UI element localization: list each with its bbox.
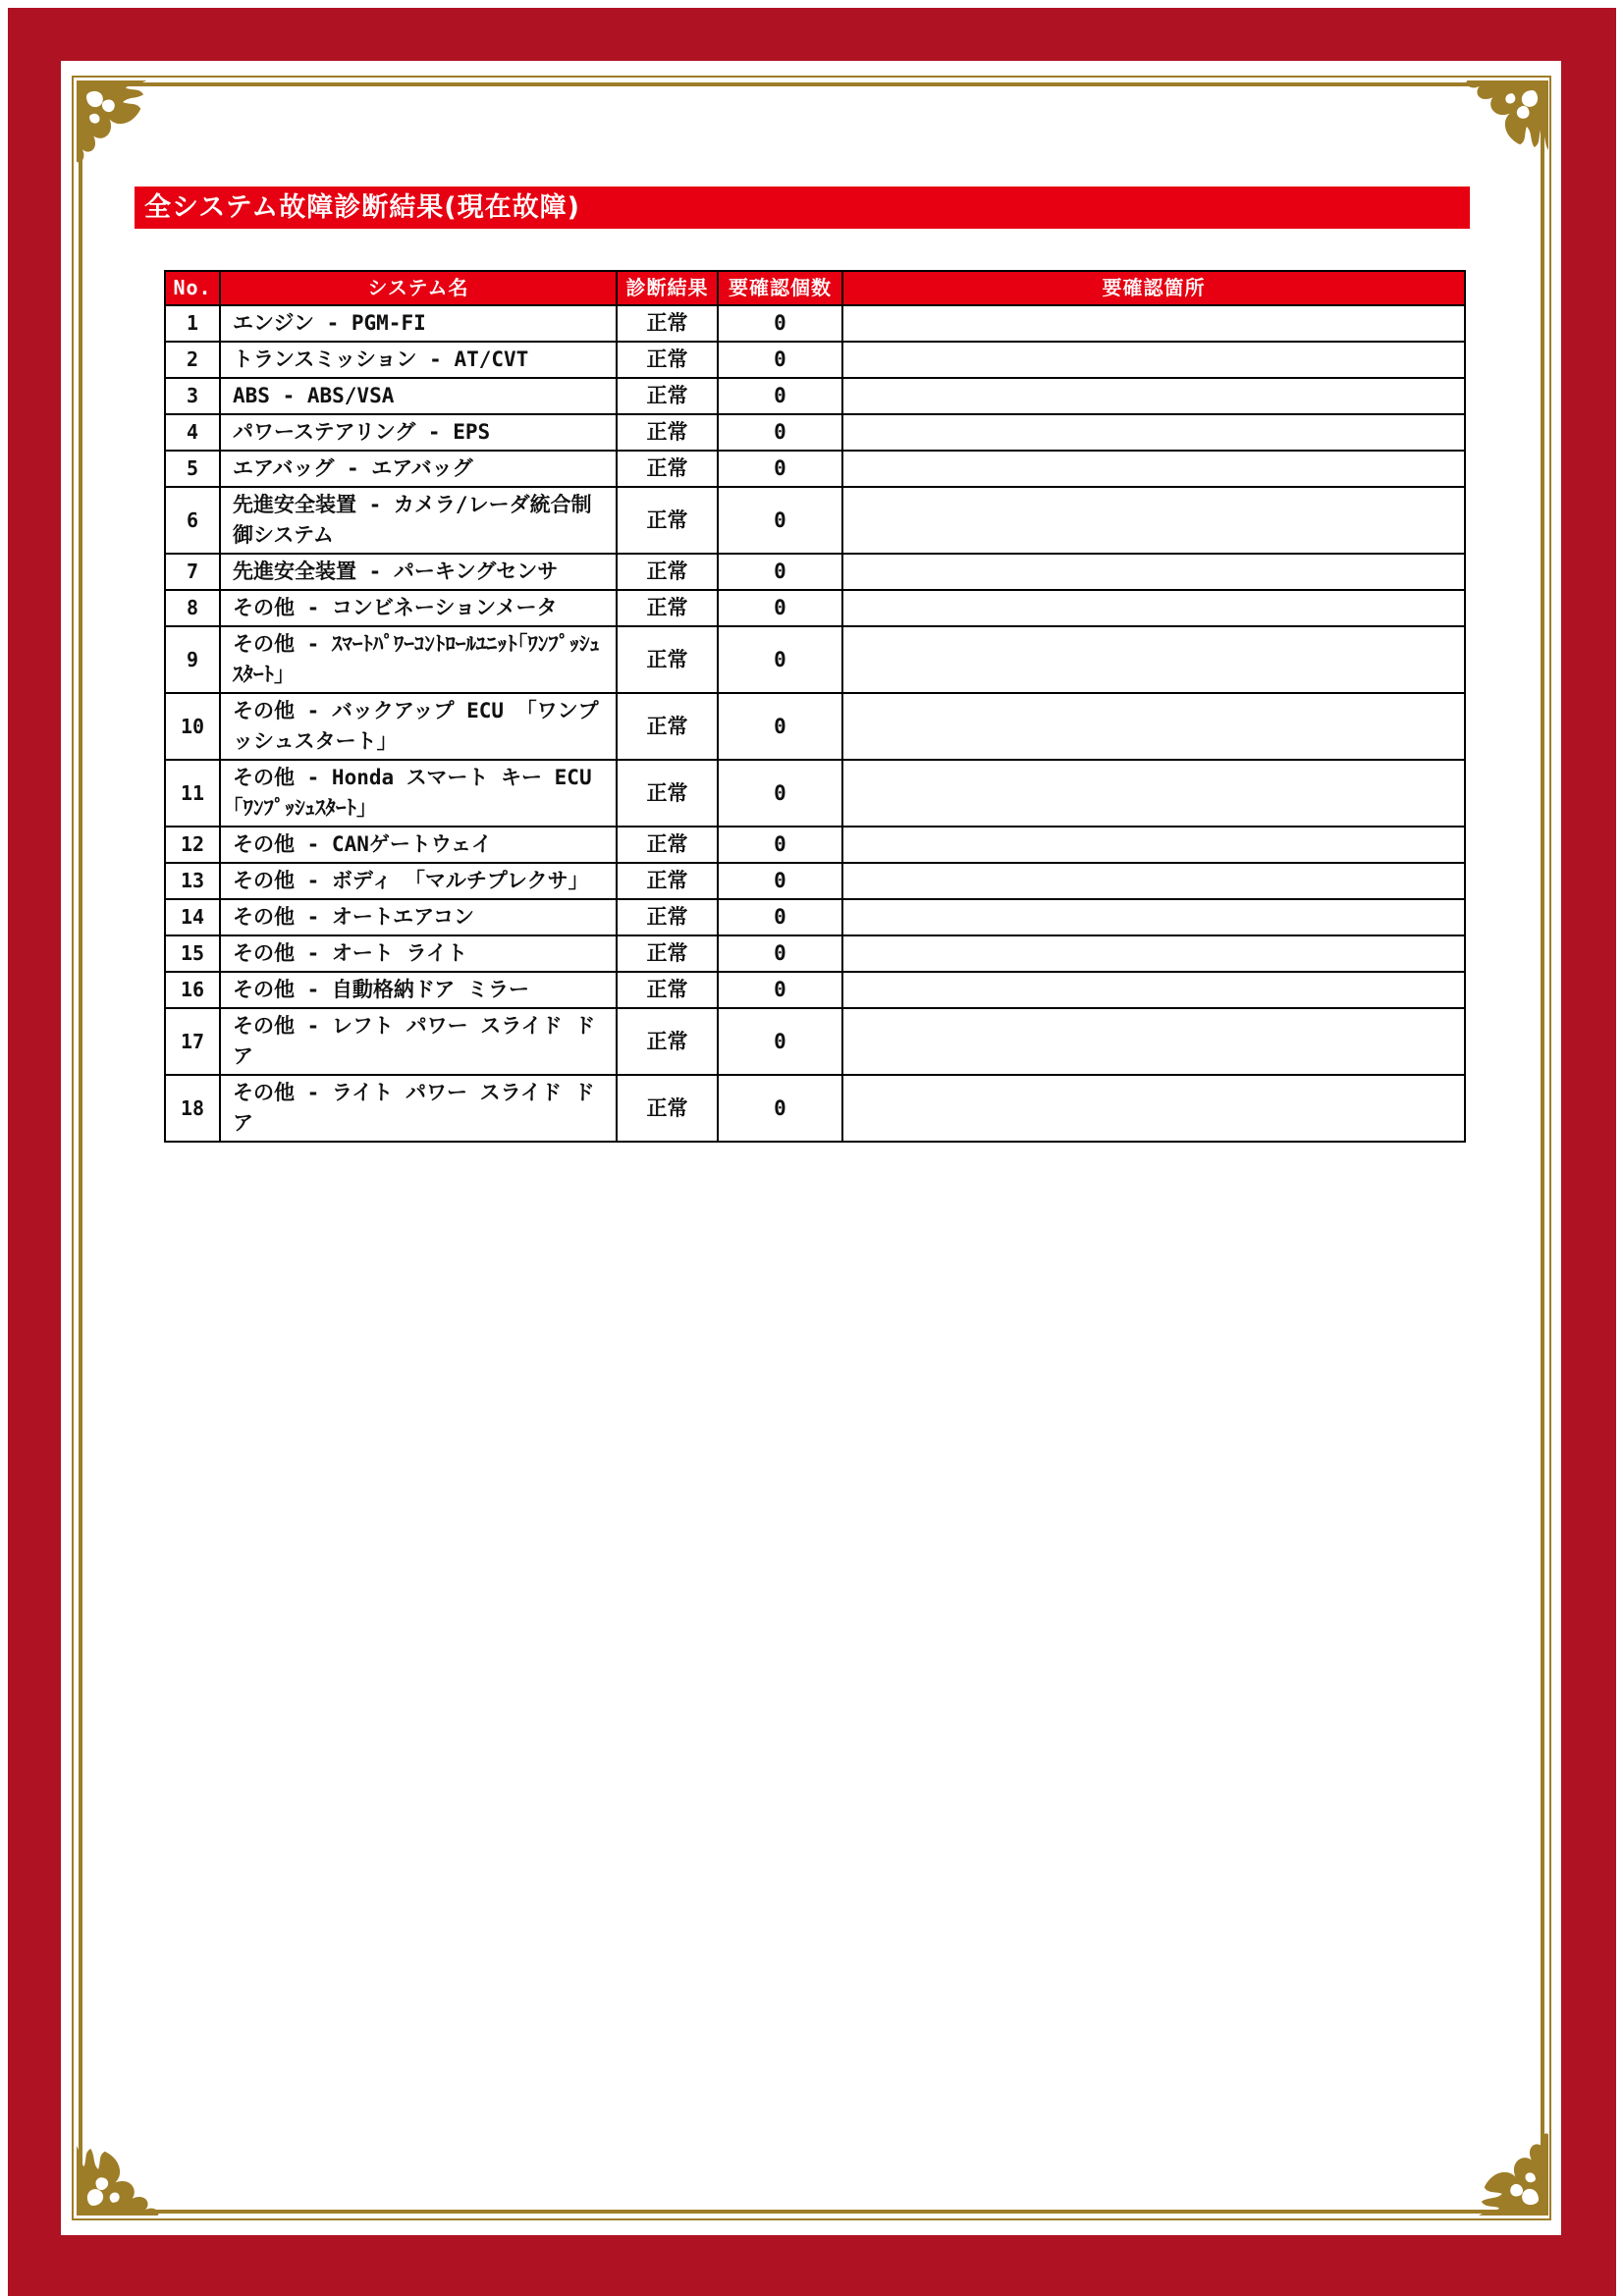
row-no: 4 <box>165 414 220 451</box>
row-no: 6 <box>165 487 220 554</box>
system-name-cell: その他 - コンビネーションメータ <box>220 590 617 626</box>
table-row <box>165 554 1465 590</box>
table-row <box>165 863 1465 899</box>
corner-flourish-icon <box>1454 2121 1548 2216</box>
table-row <box>165 590 1465 626</box>
system-name-cell: 先進安全装置 - カメラ/レーダ統合制御システム <box>220 487 617 554</box>
confirm-location-cell <box>842 1008 1465 1075</box>
row-no: 2 <box>165 342 220 378</box>
confirm-location-cell <box>842 972 1465 1008</box>
diagnosis-result-cell: 正常 <box>617 972 718 1008</box>
confirm-count-cell: 0 <box>718 1008 842 1075</box>
row-no: 9 <box>165 626 220 693</box>
confirm-location-cell <box>842 626 1465 693</box>
confirm-location-cell <box>842 305 1465 342</box>
system-name-cell: その他 - ｽﾏｰﾄﾊﾟﾜｰｺﾝﾄﾛｰﾙﾕﾆｯﾄ｢ﾜﾝﾌﾟｯｼｭｽﾀｰﾄ｣ <box>220 626 617 693</box>
system-name-cell: トランスミッション - AT/CVT <box>220 342 617 378</box>
table-row <box>165 899 1465 935</box>
diagnosis-table <box>164 270 1466 1143</box>
diagnosis-result-cell: 正常 <box>617 935 718 972</box>
system-name-cell: パワーステアリング - EPS <box>220 414 617 451</box>
confirm-count-cell: 0 <box>718 554 842 590</box>
system-name-cell: その他 - レフト パワー スライド ドア <box>220 1008 617 1075</box>
row-no: 18 <box>165 1075 220 1142</box>
corner-flourish-icon <box>1454 80 1548 175</box>
confirm-location-cell <box>842 899 1465 935</box>
row-no: 12 <box>165 827 220 863</box>
confirm-count-cell: 0 <box>718 935 842 972</box>
confirm-count-cell: 0 <box>718 487 842 554</box>
confirm-location-cell <box>842 378 1465 414</box>
corner-flourish-icon <box>77 80 171 175</box>
row-no: 17 <box>165 1008 220 1075</box>
diagnosis-result-cell: 正常 <box>617 378 718 414</box>
confirm-count-cell: 0 <box>718 693 842 760</box>
system-name-cell: その他 - CANゲートウェイ <box>220 827 617 863</box>
confirm-location-cell <box>842 590 1465 626</box>
confirm-location-cell <box>842 554 1465 590</box>
diagnosis-result-cell: 正常 <box>617 554 718 590</box>
row-no: 7 <box>165 554 220 590</box>
confirm-count-cell: 0 <box>718 590 842 626</box>
table-row <box>165 935 1465 972</box>
diagnosis-result-cell: 正常 <box>617 342 718 378</box>
table-row <box>165 305 1465 342</box>
confirm-count-cell: 0 <box>718 626 842 693</box>
page-title: 全システム故障診断結果(現在故障) <box>135 187 1470 229</box>
system-name-cell: その他 - オート ライト <box>220 935 617 972</box>
confirm-count-cell: 0 <box>718 972 842 1008</box>
header-no: No. <box>165 271 220 305</box>
row-no: 1 <box>165 305 220 342</box>
system-name-cell: エンジン - PGM-FI <box>220 305 617 342</box>
confirm-location-cell <box>842 760 1465 827</box>
diagnosis-result-cell: 正常 <box>617 1075 718 1142</box>
diagnosis-result-cell: 正常 <box>617 899 718 935</box>
table-row <box>165 1075 1465 1142</box>
header-confirm-location: 要確認箇所 <box>842 271 1465 305</box>
corner-flourish-icon <box>77 2121 171 2216</box>
diagnosis-result-cell: 正常 <box>617 863 718 899</box>
confirm-location-cell <box>842 414 1465 451</box>
confirm-count-cell: 0 <box>718 1075 842 1142</box>
diagnosis-result-cell: 正常 <box>617 1008 718 1075</box>
table-row <box>165 760 1465 827</box>
diagnosis-result-cell: 正常 <box>617 693 718 760</box>
system-name-cell: 先進安全装置 - パーキングセンサ <box>220 554 617 590</box>
diagnosis-result-cell: 正常 <box>617 487 718 554</box>
diagnosis-result-cell: 正常 <box>617 827 718 863</box>
confirm-count-cell: 0 <box>718 899 842 935</box>
table-row <box>165 378 1465 414</box>
confirm-count-cell: 0 <box>718 863 842 899</box>
confirm-count-cell: 0 <box>718 342 842 378</box>
table-header-row <box>165 271 1465 305</box>
table-row <box>165 972 1465 1008</box>
header-system-name: システム名 <box>220 271 617 305</box>
system-name-cell: その他 - Honda スマート キー ECU｢ﾜﾝﾌﾟｯｼｭｽﾀｰﾄ｣ <box>220 760 617 827</box>
row-no: 14 <box>165 899 220 935</box>
confirm-location-cell <box>842 935 1465 972</box>
system-name-cell: その他 - バックアップ ECU 「ワンプッシュスタート」 <box>220 693 617 760</box>
table-row <box>165 1008 1465 1075</box>
table-row <box>165 827 1465 863</box>
confirm-location-cell <box>842 1075 1465 1142</box>
row-no: 8 <box>165 590 220 626</box>
confirm-location-cell <box>842 827 1465 863</box>
confirm-count-cell: 0 <box>718 451 842 487</box>
table-row <box>165 693 1465 760</box>
table-row <box>165 451 1465 487</box>
confirm-location-cell <box>842 342 1465 378</box>
header-confirm-count: 要確認個数 <box>718 271 842 305</box>
table-row <box>165 487 1465 554</box>
confirm-location-cell <box>842 487 1465 554</box>
system-name-cell: その他 - ライト パワー スライド ドア <box>220 1075 617 1142</box>
confirm-count-cell: 0 <box>718 827 842 863</box>
diagnosis-result-cell: 正常 <box>617 760 718 827</box>
confirm-count-cell: 0 <box>718 414 842 451</box>
system-name-cell: その他 - 自動格納ドア ミラー <box>220 972 617 1008</box>
table-row <box>165 342 1465 378</box>
table-row <box>165 414 1465 451</box>
system-name-cell: ABS - ABS/VSA <box>220 378 617 414</box>
confirm-location-cell <box>842 693 1465 760</box>
diagnosis-result-cell: 正常 <box>617 626 718 693</box>
confirm-count-cell: 0 <box>718 378 842 414</box>
row-no: 10 <box>165 693 220 760</box>
diagnosis-result-cell: 正常 <box>617 590 718 626</box>
row-no: 3 <box>165 378 220 414</box>
row-no: 13 <box>165 863 220 899</box>
diagnosis-result-cell: 正常 <box>617 305 718 342</box>
system-name-cell: その他 - オートエアコン <box>220 899 617 935</box>
table-row <box>165 626 1465 693</box>
row-no: 16 <box>165 972 220 1008</box>
row-no: 5 <box>165 451 220 487</box>
header-diagnosis-result: 診断結果 <box>617 271 718 305</box>
row-no: 15 <box>165 935 220 972</box>
diagnosis-result-cell: 正常 <box>617 451 718 487</box>
diagnosis-result-cell: 正常 <box>617 414 718 451</box>
confirm-location-cell <box>842 451 1465 487</box>
row-no: 11 <box>165 760 220 827</box>
confirm-location-cell <box>842 863 1465 899</box>
diagnosis-table-body <box>165 305 1465 1142</box>
system-name-cell: その他 - ボディ 「マルチプレクサ」 <box>220 863 617 899</box>
confirm-count-cell: 0 <box>718 760 842 827</box>
confirm-count-cell: 0 <box>718 305 842 342</box>
system-name-cell: エアバッグ - エアバッグ <box>220 451 617 487</box>
